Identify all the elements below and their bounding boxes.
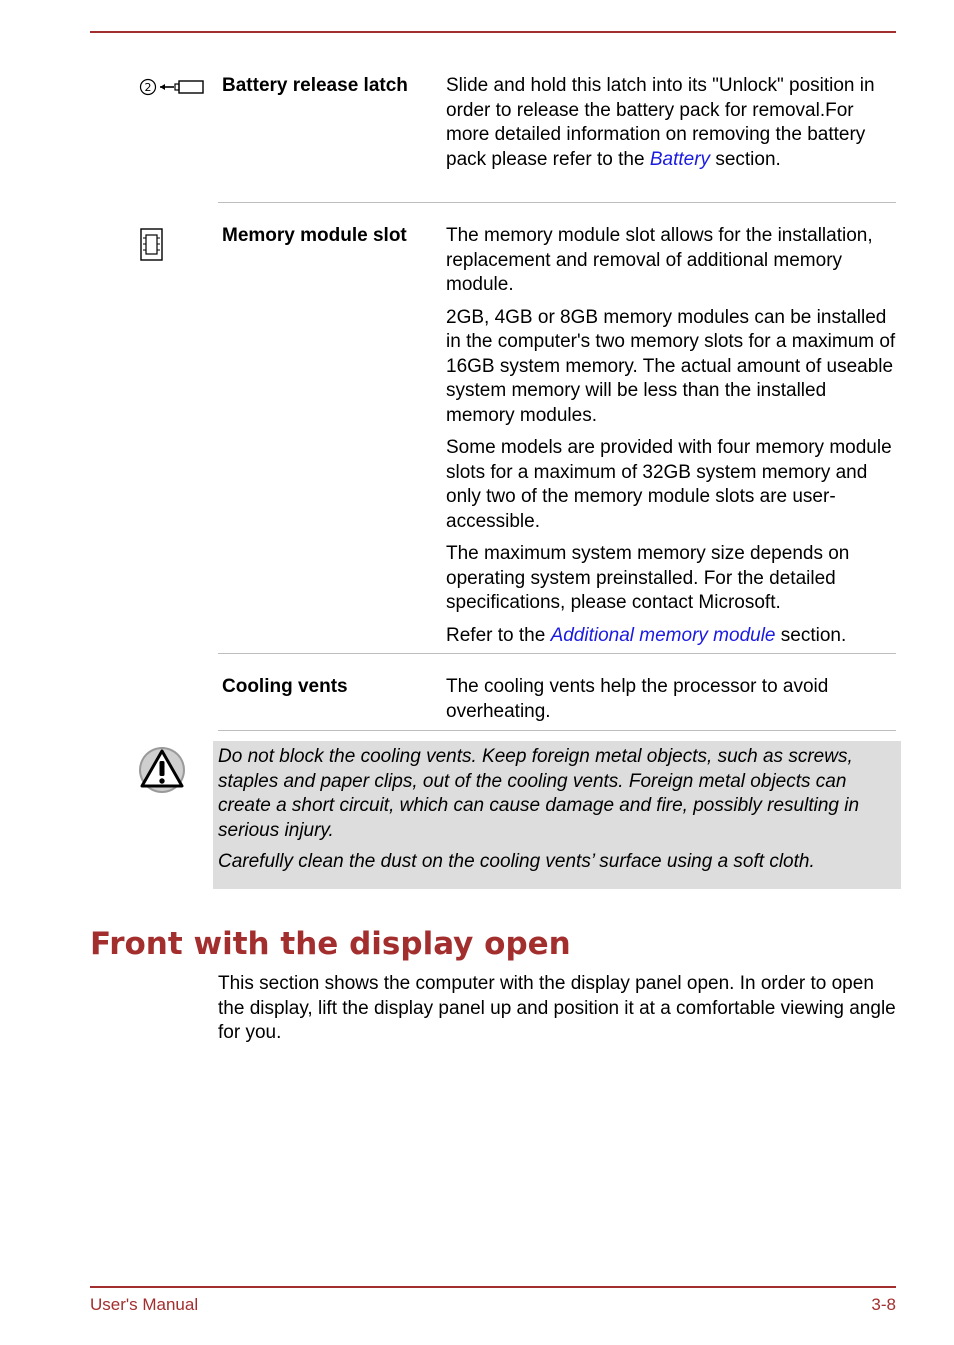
warning-box	[213, 741, 901, 889]
desc-paragraph: The maximum system memory size depends on operating system preinstalled. For the detailed specifications, please contact Microsoft.	[446, 543, 850, 613]
desc-paragraph: Some models are provided with four memory module slots for a maximum of 32GB system memory and only two of the memory module slots are user-accessible.	[446, 437, 892, 532]
refer-text-after: section.	[775, 624, 847, 646]
desc-memory-module-slot	[446, 224, 896, 656]
desc-paragraph-refer	[446, 624, 896, 649]
battery-link[interactable]: Battery	[649, 148, 711, 170]
footer-rule	[90, 1286, 896, 1288]
refer-text: Refer to the	[446, 624, 551, 646]
page-number: 3-8	[871, 1295, 896, 1314]
warning-icon	[137, 745, 187, 803]
term-battery-release-latch: Battery release latch	[222, 75, 408, 96]
warning-text: Do not block the cooling vents. Keep foreign metal objects, such as screws, staples and paper clips, out of the cooling vents. Foreign metal objects can create a short circuit, which can cause damage and fire, possibly resulting in serious injury.	[218, 746, 860, 841]
row-divider	[218, 653, 896, 654]
row-divider	[218, 730, 896, 731]
desc-battery-release-latch	[446, 74, 896, 172]
svg-text:2: 2	[144, 81, 152, 94]
additional-memory-module-link[interactable]: Additional memory module	[550, 624, 776, 646]
header-rule	[90, 31, 896, 33]
desc-text: Slide and hold this latch into its "Unlock" position in order to release the battery pack for removal.For more detailed information on removing the battery pack please refer to the	[446, 75, 875, 170]
section-intro: This section shows the computer with the display panel open. In order to open the display, lift the display panel up and position it at a comfortable viewing angle for you.	[218, 973, 896, 1043]
warning-text: Carefully clean the dust on the cooling vents’ surface using a soft cloth.	[218, 851, 815, 872]
term-cooling-vents: Cooling vents	[222, 676, 348, 697]
memory-module-icon	[140, 228, 164, 270]
desc-cooling-vents: The cooling vents help the processor to avoid overheating.	[446, 676, 829, 722]
footer-title: User's Manual	[90, 1295, 199, 1314]
desc-paragraph: 2GB, 4GB or 8GB memory modules can be installed in the computer's two memory slots for a maximum of 16GB system memory. The actual amount of useable system memory will be less than the installed memory modules.	[446, 306, 896, 426]
term-memory-module-slot: Memory module slot	[222, 225, 407, 246]
desc-paragraph: The memory module slot allows for the installation, replacement and removal of additional memory module.	[446, 225, 873, 295]
section-heading: Front with the display open	[90, 926, 571, 962]
battery-release-latch-icon	[138, 76, 204, 106]
desc-text-after: section.	[710, 148, 781, 170]
row-divider	[218, 202, 896, 203]
